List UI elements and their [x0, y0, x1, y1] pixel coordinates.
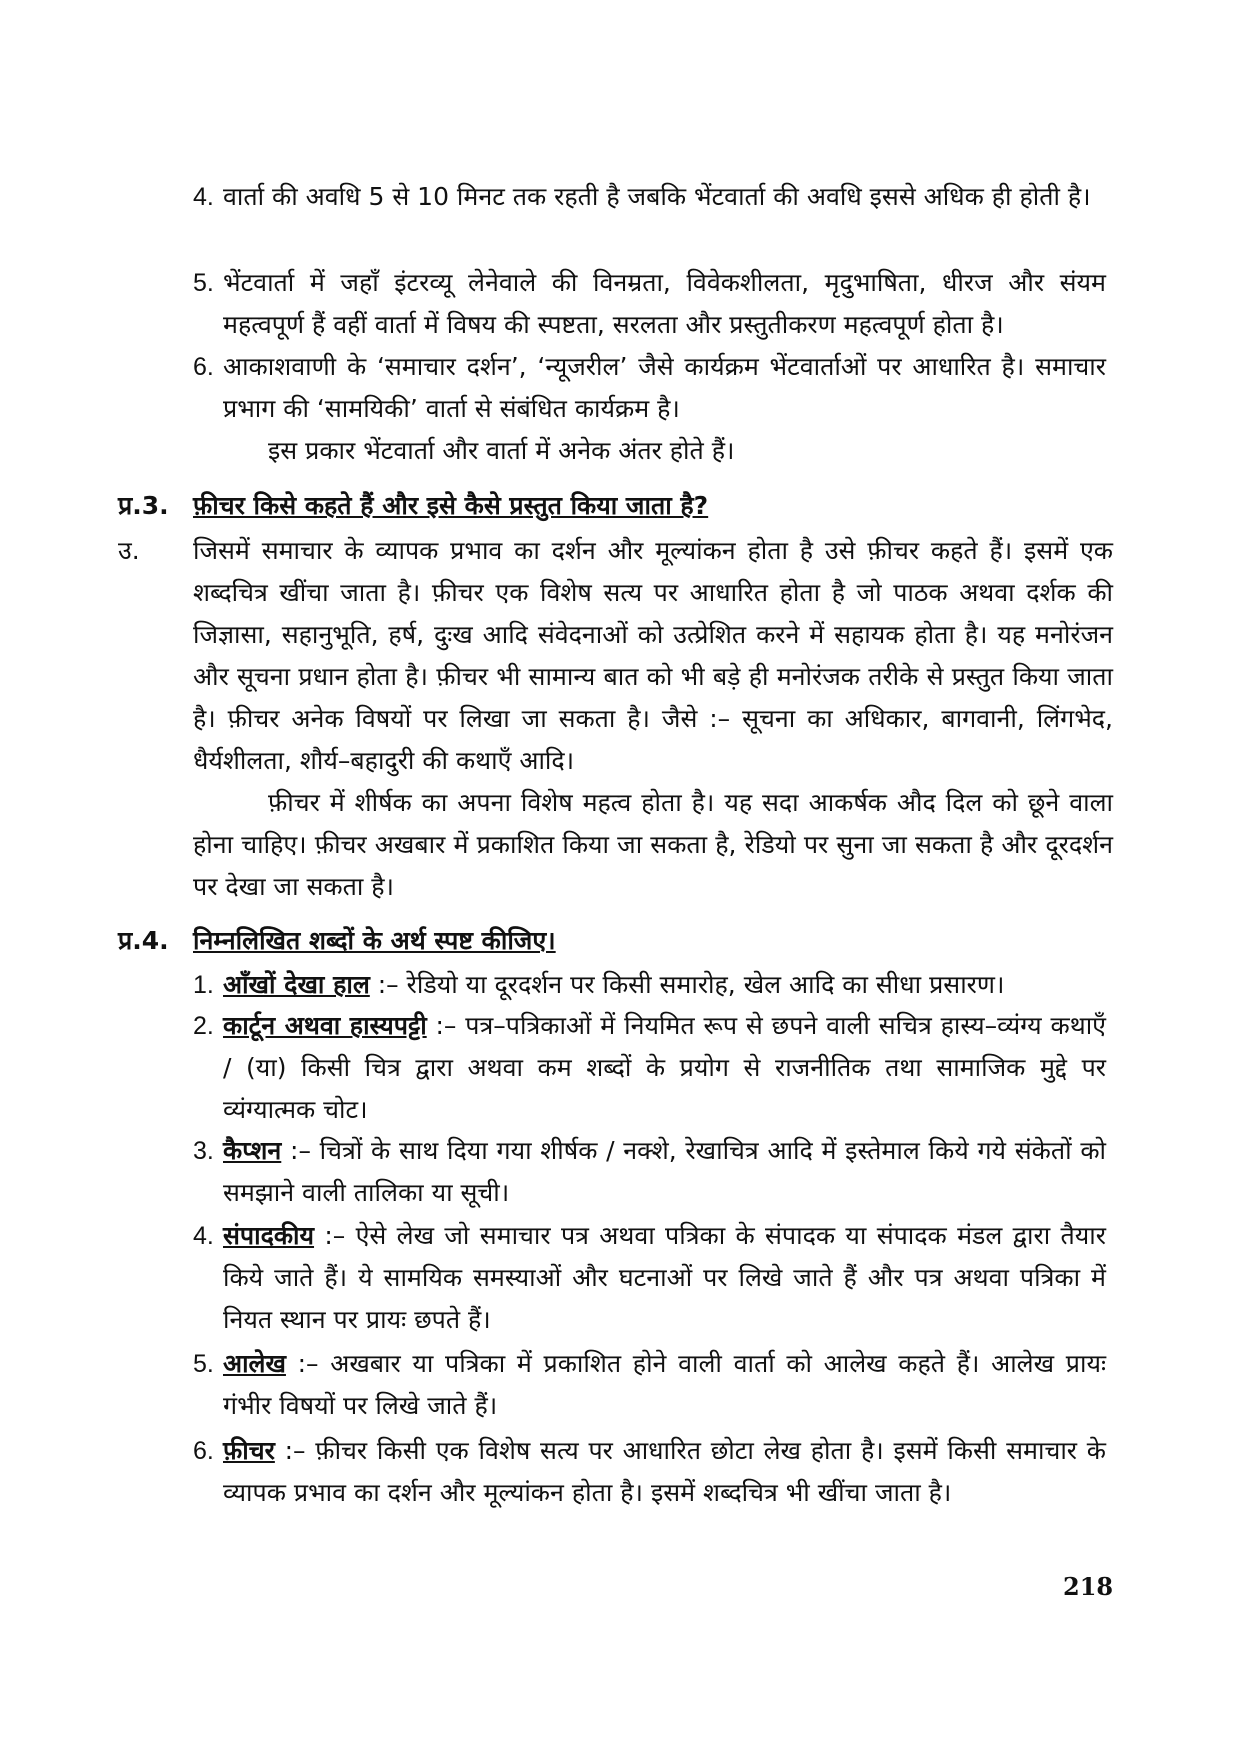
question-heading — [193, 489, 708, 523]
list-item — [193, 176, 1113, 218]
page-number: 218 — [1063, 1572, 1114, 1601]
term: कार्टून अथवा हास्यपट्टी — [223, 1011, 427, 1040]
item-number: 4. — [193, 1222, 214, 1250]
term-definition: :– ऐसे लेख जो समाचार पत्र अथवा पत्रिका के संपादक या संपादक मंडल द्वारा तैयार किये जाते हैं। ये सामयिक समस्याओं और घटनाओं पर लिखे जाते हैं और पत्र अथवा पत्रिका में नियत स्थान पर प्रायः छपते हैं। — [223, 1221, 1106, 1334]
term: संपादकीय — [223, 1221, 315, 1250]
term: आँखों देखा हाल — [223, 970, 370, 999]
question-label: प्र.4. — [118, 926, 169, 955]
list-item — [193, 964, 1113, 1006]
list-item — [193, 346, 1113, 430]
term-definition: :– फ़ीचर किसी एक विशेष सत्य पर आधारित छोटा लेख होता है। इसमें किसी समाचार के व्यापक प्रभाव का दर्शन और मूल्यांकन होता है। इसमें शब्दचित्र भी खींचा जाता है। — [223, 1436, 1106, 1507]
list-item — [193, 1005, 1113, 1131]
question-text: निम्नलिखित शब्दों के अर्थ स्पष्ट कीजिए। — [193, 926, 556, 955]
item-text: वार्ता की अवधि 5 से 10 मिनट तक रहती है जबकि भेंटवार्ता की अवधि इससे अधिक ही होती है। — [223, 182, 1091, 211]
list-item — [193, 262, 1113, 346]
item-number: 4. — [193, 183, 214, 211]
question-label: प्र.3. — [118, 491, 169, 520]
list-item — [193, 1130, 1113, 1214]
item-number: 1. — [193, 971, 214, 999]
conclusion-text: इस प्रकार भेंटवार्ता और वार्ता में अनेक अंतर होते हैं। — [268, 436, 735, 465]
answer-paragraph: जिसमें समाचार के व्यापक प्रभाव का दर्शन और मूल्यांकन होता है उसे फ़ीचर कहते हैं। इसमें एक शब्दचित्र खींचा जाता है। फ़ीचर एक विशेष सत्य पर आधारित होता है जो पाठक अथवा दर्शक की जिज्ञासा, सहानुभूति, हर्ष, दुःख आदि संवेदनाओं को उत्प्रेशित करने में सहायक होता है। यह मनोरंजन और सूचना प्रधान होता है। फ़ीचर भी सामान्य बात को भी बड़े ही मनोरंजक तरीके से प्रस्तुत किया जाता है। फ़ीचर अनेक विषयों पर लिखा जा सकता है। जैसे :– सूचना का अधिकार, बागवानी, लिंगभेद, धैर्यशीलता, शौर्य–बहादुरी की कथाएँ आदि। — [193, 536, 1113, 775]
term-definition: :– रेडियो या दूरदर्शन पर किसी समारोह, खेल आदि का सीधा प्रसारण। — [369, 970, 1005, 999]
item-number: 6. — [193, 353, 214, 381]
answer-paragraph: फ़ीचर में शीर्षक का अपना विशेष महत्व होता है। यह सदा आकर्षक औद दिल को छूने वाला होना चाहिए। फ़ीचर अखबार में प्रकाशित किया जा सकता है, रेडियो पर सुना जा सकता है और दूरदर्शन पर देखा जा सकता है। — [193, 788, 1113, 901]
item-body — [223, 1343, 1106, 1427]
question-heading — [193, 924, 556, 958]
list-item — [193, 1430, 1113, 1514]
answer-label: उ. — [118, 536, 140, 565]
term: कैप्शन — [223, 1136, 282, 1165]
item-number: 3. — [193, 1137, 214, 1165]
item-body — [223, 964, 1106, 1006]
term: आलेख — [223, 1349, 286, 1378]
item-body — [223, 1215, 1106, 1341]
item-number: 5. — [193, 269, 214, 297]
question-text: फ़ीचर किसे कहते हैं और इसे कैसे प्रस्तुत किया जाता है? — [193, 491, 709, 520]
term: फ़ीचर — [223, 1436, 275, 1465]
term-definition: :– अखबार या पत्रिका में प्रकाशित होने वाली वार्ता को आलेख कहते हैं। आलेख प्रायः गंभीर विषयों पर लिखे जाते हैं। — [223, 1349, 1106, 1420]
item-body — [223, 1130, 1106, 1214]
item-number: 5. — [193, 1350, 214, 1378]
item-number: 2. — [193, 1012, 214, 1040]
item-text: भेंटवार्ता में जहाँ इंटरव्यू लेनेवाले की विनम्रता, विवेकशीलता, मृदुभाषिता, धीरज और संयम महत्वपूर्ण हैं वहीं वार्ता में विषय की स्पष्टता, सरलता और प्रस्तुतीकरण महत्वपूर्ण होता है। — [223, 268, 1106, 339]
item-text: आकाशवाणी के ‘समाचार दर्शन’, ‘न्यूजरील’ जैसे कार्यक्रम भेंटवार्ताओं पर आधारित है। समाचार प्रभाग की ‘सामयिकी’ वार्ता से संबंधित कार्यक्रम है। — [223, 352, 1106, 423]
term-definition: :– चित्रों के साथ दिया गया शीर्षक / नक्शे, रेखाचित्र आदि में इस्तेमाल किये गये संकेतों को समझाने वाली तालिका या सूची। — [223, 1136, 1106, 1207]
item-body — [223, 1005, 1106, 1131]
item-number: 6. — [193, 1437, 214, 1465]
list-item — [193, 1215, 1113, 1341]
list-item — [193, 1343, 1113, 1427]
term-definition: :– पत्र–पत्रिकाओं में नियमित रूप से छपने वाली सचित्र हास्य–व्यंग्य कथाएँ / (या) किसी चित्र द्वारा अथवा कम शब्दों के प्रयोग से राजनीतिक तथा सामाजिक मुद्दे पर व्यंग्यात्मक चोट। — [223, 1011, 1106, 1124]
item-body — [223, 1430, 1106, 1514]
